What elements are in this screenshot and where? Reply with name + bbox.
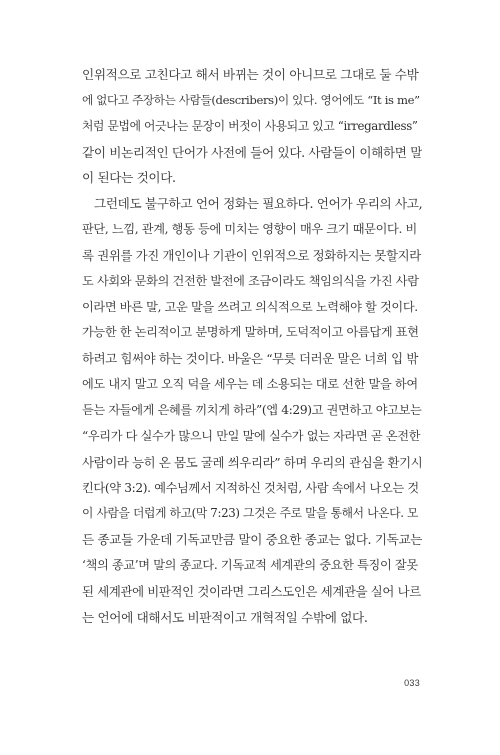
text-line: 도 사회와 문화의 건전한 발전에 조금이라도 책임의식을 가진 사람 [82, 273, 419, 288]
text-line: 이라면 바른 말, 고운 말을 쓰려고 의식적으로 노력해야 할 것이다. [82, 299, 418, 314]
text-line: 이 된다는 것이다. [82, 170, 176, 186]
text-line: “우리가 다 실수가 많으니 만일 말에 실수가 없는 자라면 곧 온전한 [82, 428, 421, 443]
page-number: 033 [404, 678, 420, 688]
text-line: 된 세계관에 비판적인 것이라면 그리스도인은 세계관을 실어 나르 [82, 583, 421, 599]
body-text [82, 62, 422, 631]
text-line: ‘책의 종교’며 말의 종교다. 기독교적 세계관의 중요한 특징이 잘못 [82, 558, 418, 573]
text-line: 이 사람을 더럽게 하고(막 7:23) 그것은 주로 말을 통해서 나온다. 모 [82, 506, 419, 521]
text-line: 인위적으로 고친다고 해서 바뀌는 것이 아니므로 그대로 둘 수밖 [82, 67, 419, 82]
text-line: 처럼 문법에 어긋나는 문장이 버젓이 사용되고 있고 “irregardless” [82, 118, 418, 133]
paragraph-1 [82, 62, 422, 191]
text-line: 듣는 자들에게 은혜를 끼치게 하라”(엡 4:29)고 권면하고 야고보는 [82, 402, 422, 417]
text-line: 록 권위를 가진 개인이나 기관이 인위적으로 정화하지는 못할지라 [82, 247, 421, 263]
text-line: 에도 내지 말고 오직 덕을 세우는 데 소용되는 대로 선한 말을 하여 [82, 377, 418, 392]
text-line: 든 종교들 가운데 기독교만큼 말이 중요한 종교는 없다. 기독교는 [82, 532, 422, 548]
paragraph-2 [82, 191, 422, 630]
text-line: 는 언어에 대해서도 비판적이고 개혁적일 수밖에 없다. [82, 609, 368, 625]
text-line: 하려고 힘써야 하는 것이다. 바울은 “무릇 더러운 말은 너희 입 밖 [82, 351, 418, 367]
text-line: 킨다(약 3:2). 예수님께서 지적하신 것처럼, 사람 속에서 나오는 것 [82, 480, 419, 495]
text-line: 에 없다고 주장하는 사람들(describers)이 있다. 영어에도 “It is me” [82, 92, 420, 107]
text-line: 가능한 한 논리적이고 분명하게 말하며, 도덕적이고 아름답게 표현 [82, 325, 419, 340]
text-line: 판단, 느낌, 관계, 행동 등에 미치는 영향이 매우 크기 때문이다. 비 [82, 222, 417, 237]
text-line: 사람이라 능히 온 몸도 굴레 씌우리라” 하며 우리의 관심을 환기시 [82, 454, 422, 470]
text-line: 그런데도 불구하고 언어 정화는 필요하다. 언어가 우리의 사고, [94, 196, 422, 212]
text-line: 같이 비논리적인 단어가 사전에 들어 있다. 사람들이 이해하면 말 [82, 144, 422, 160]
